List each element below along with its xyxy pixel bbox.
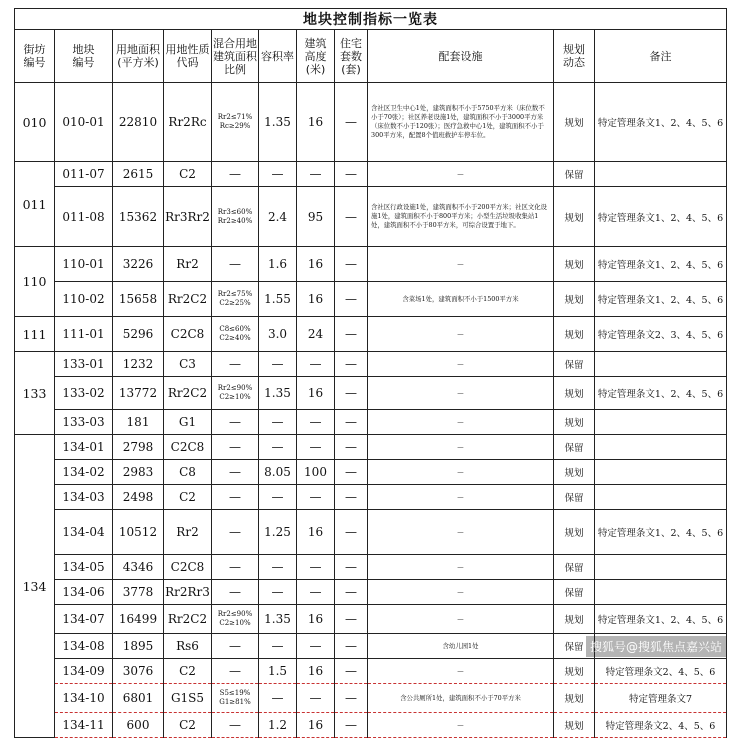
far-cell: — <box>259 410 297 435</box>
far-cell: — <box>259 485 297 510</box>
note-cell: 特定管理条文1、2、4、5、6 <box>595 377 727 410</box>
dynamics-cell: 规划 <box>554 605 595 634</box>
dynamics-cell: 规划 <box>554 510 595 555</box>
area-cell: 2798 <box>113 435 164 460</box>
dynamics-cell: 规划 <box>554 282 595 317</box>
units-cell: — <box>335 83 368 162</box>
area-cell: 1895 <box>113 634 164 659</box>
use-cell: C2C8 <box>164 435 212 460</box>
units-cell: — <box>335 555 368 580</box>
table-row <box>15 460 727 485</box>
block-cell: 134 <box>15 435 55 738</box>
height-cell: — <box>297 410 335 435</box>
table-row <box>15 684 727 713</box>
units-cell: — <box>335 460 368 485</box>
height-cell: 16 <box>297 510 335 555</box>
height-cell: — <box>297 352 335 377</box>
area-cell: 2983 <box>113 460 164 485</box>
units-cell: — <box>335 162 368 187</box>
lot-cell: 133-01 <box>55 352 113 377</box>
table-row <box>15 485 727 510</box>
header-facilities: 配套设施 <box>368 30 554 83</box>
block-cell: 111 <box>15 317 55 352</box>
note-cell: 特定管理条文1、2、4、5、6 <box>595 282 727 317</box>
lot-cell: 011-07 <box>55 162 113 187</box>
mix-cell: C8≤60% C2≥40% <box>212 317 259 352</box>
lot-cell: 111-01 <box>55 317 113 352</box>
far-cell: 2.4 <box>259 187 297 247</box>
use-cell: C2 <box>164 659 212 684</box>
facilities-cell: — <box>368 580 554 605</box>
mix-cell: — <box>212 460 259 485</box>
area-cell: 1232 <box>113 352 164 377</box>
far-cell: 1.2 <box>259 713 297 738</box>
height-cell: 24 <box>297 317 335 352</box>
height-cell: 16 <box>297 247 335 282</box>
far-cell: 1.35 <box>259 83 297 162</box>
mix-cell: — <box>212 510 259 555</box>
note-cell <box>595 485 727 510</box>
area-cell: 5296 <box>113 317 164 352</box>
note-cell: 特定管理条文1、2、4、5、6 <box>595 247 727 282</box>
area-cell: 2615 <box>113 162 164 187</box>
area-cell: 6801 <box>113 684 164 713</box>
dynamics-cell: 规划 <box>554 684 595 713</box>
height-cell: — <box>297 634 335 659</box>
facilities-cell: — <box>368 435 554 460</box>
dynamics-cell: 规划 <box>554 713 595 738</box>
facilities-cell: — <box>368 659 554 684</box>
note-cell <box>595 352 727 377</box>
dynamics-cell: 规划 <box>554 377 595 410</box>
lot-cell: 134-01 <box>55 435 113 460</box>
dynamics-cell: 规划 <box>554 410 595 435</box>
units-cell: — <box>335 485 368 510</box>
height-cell: — <box>297 435 335 460</box>
table-row <box>15 555 727 580</box>
lot-cell: 134-04 <box>55 510 113 555</box>
facilities-cell: — <box>368 317 554 352</box>
header-area: 用地面积 (平方米) <box>113 30 164 83</box>
note-cell <box>595 435 727 460</box>
mix-cell: — <box>212 634 259 659</box>
use-cell: Rr2C2 <box>164 605 212 634</box>
units-cell: — <box>335 282 368 317</box>
mix-cell: — <box>212 435 259 460</box>
lot-cell: 110-01 <box>55 247 113 282</box>
block-cell: 010 <box>15 83 55 162</box>
mix-cell: Rr2≤90% C2≥10% <box>212 605 259 634</box>
note-cell: 特定管理条文1、2、4、5、6 <box>595 187 727 247</box>
lot-cell: 110-02 <box>55 282 113 317</box>
lot-cell: 134-11 <box>55 713 113 738</box>
mix-cell: Rr2≤90% C2≥10% <box>212 377 259 410</box>
use-cell: Rr2Rc <box>164 83 212 162</box>
area-cell: 181 <box>113 410 164 435</box>
area-cell: 16499 <box>113 605 164 634</box>
note-cell: 特定管理条文7 <box>595 684 727 713</box>
block-cell: 133 <box>15 352 55 435</box>
mix-cell: — <box>212 485 259 510</box>
lot-cell: 010-01 <box>55 83 113 162</box>
area-cell: 13772 <box>113 377 164 410</box>
area-cell: 10512 <box>113 510 164 555</box>
header-units: 住宅 套数 (套) <box>335 30 368 83</box>
table-row <box>15 605 727 634</box>
facilities-cell: — <box>368 510 554 555</box>
units-cell: — <box>335 713 368 738</box>
units-cell: — <box>335 187 368 247</box>
height-cell: 16 <box>297 83 335 162</box>
dynamics-cell: 规划 <box>554 247 595 282</box>
units-cell: — <box>335 352 368 377</box>
mix-cell: — <box>212 352 259 377</box>
use-cell: Rs6 <box>164 634 212 659</box>
header-dynamics: 规划 动态 <box>554 30 595 83</box>
far-cell: — <box>259 162 297 187</box>
table-row <box>15 713 727 738</box>
facilities-cell: — <box>368 377 554 410</box>
header-notes: 备注 <box>595 30 727 83</box>
area-cell: 3778 <box>113 580 164 605</box>
note-cell <box>595 410 727 435</box>
note-cell <box>595 460 727 485</box>
block-cell: 110 <box>15 247 55 317</box>
mix-cell: Rr3≤60% Rr2≥40% <box>212 187 259 247</box>
height-cell: 16 <box>297 659 335 684</box>
use-cell: C2 <box>164 485 212 510</box>
far-cell: — <box>259 352 297 377</box>
far-cell: 1.55 <box>259 282 297 317</box>
table-row <box>15 317 727 352</box>
use-cell: G1S5 <box>164 684 212 713</box>
lot-cell: 134-02 <box>55 460 113 485</box>
far-cell: — <box>259 580 297 605</box>
use-cell: Rr2 <box>164 510 212 555</box>
height-cell: — <box>297 485 335 510</box>
dynamics-cell: 规划 <box>554 187 595 247</box>
far-cell: — <box>259 684 297 713</box>
mix-cell: S5≤19% G1≥81% <box>212 684 259 713</box>
height-cell: 16 <box>297 605 335 634</box>
area-cell: 3226 <box>113 247 164 282</box>
far-cell: — <box>259 435 297 460</box>
note-cell <box>595 555 727 580</box>
note-cell: 特定管理条文2、4、5、6 <box>595 659 727 684</box>
table-row <box>15 435 727 460</box>
table-row <box>15 162 727 187</box>
lot-cell: 134-09 <box>55 659 113 684</box>
header-lot-no: 地块 编号 <box>55 30 113 83</box>
mix-cell: — <box>212 580 259 605</box>
dynamics-cell: 保留 <box>554 485 595 510</box>
block-cell: 011 <box>15 162 55 247</box>
use-cell: Rr2Rr3 <box>164 580 212 605</box>
lot-cell: 134-10 <box>55 684 113 713</box>
facilities-cell: — <box>368 460 554 485</box>
note-cell: 特定管理条文1、2、4、5、6 <box>595 510 727 555</box>
table-row <box>15 410 727 435</box>
height-cell: — <box>297 684 335 713</box>
units-cell: — <box>335 510 368 555</box>
use-cell: Rr2C2 <box>164 377 212 410</box>
table-row <box>15 510 727 555</box>
table-row <box>15 377 727 410</box>
mix-cell: — <box>212 713 259 738</box>
table-row <box>15 83 727 162</box>
facilities-cell: — <box>368 247 554 282</box>
height-cell: — <box>297 162 335 187</box>
units-cell: — <box>335 247 368 282</box>
header-mix-ratio: 混合用地 建筑面积 比例 <box>212 30 259 83</box>
table-title: 地块控制指标一览表 <box>15 9 727 30</box>
far-cell: — <box>259 555 297 580</box>
far-cell: — <box>259 634 297 659</box>
table-row <box>15 247 727 282</box>
mix-cell: — <box>212 162 259 187</box>
facilities-cell: — <box>368 555 554 580</box>
header-block-no: 街坊 编号 <box>15 30 55 83</box>
table-row <box>15 282 727 317</box>
mix-cell: — <box>212 247 259 282</box>
facilities-cell: — <box>368 485 554 510</box>
units-cell: — <box>335 659 368 684</box>
area-cell: 4346 <box>113 555 164 580</box>
dynamics-cell: 保留 <box>554 435 595 460</box>
lot-cell: 011-08 <box>55 187 113 247</box>
table-row <box>15 659 727 684</box>
header-height: 建筑 高度 (米) <box>297 30 335 83</box>
header-far: 容积率 <box>259 30 297 83</box>
dynamics-cell: 保留 <box>554 634 595 659</box>
use-cell: C3 <box>164 352 212 377</box>
use-cell: C2 <box>164 162 212 187</box>
use-cell: C2 <box>164 713 212 738</box>
far-cell: 3.0 <box>259 317 297 352</box>
units-cell: — <box>335 580 368 605</box>
height-cell: 100 <box>297 460 335 485</box>
area-cell: 600 <box>113 713 164 738</box>
dynamics-cell: 规划 <box>554 460 595 485</box>
use-cell: G1 <box>164 410 212 435</box>
use-cell: Rr2C2 <box>164 282 212 317</box>
facilities-cell: — <box>368 352 554 377</box>
control-index-table <box>14 8 727 738</box>
lot-cell: 134-07 <box>55 605 113 634</box>
area-cell: 22810 <box>113 83 164 162</box>
dynamics-cell: 保留 <box>554 580 595 605</box>
table-row <box>15 352 727 377</box>
units-cell: — <box>335 435 368 460</box>
height-cell: 16 <box>297 377 335 410</box>
lot-cell: 133-02 <box>55 377 113 410</box>
height-cell: — <box>297 580 335 605</box>
facilities-cell: 含公共厕所1处，建筑面积不小于70平方米 <box>368 684 554 713</box>
height-cell: — <box>297 555 335 580</box>
use-cell: C2C8 <box>164 555 212 580</box>
header-row <box>15 30 727 83</box>
note-cell: 特定管理条文1、2、4、5、6 <box>595 83 727 162</box>
note-cell: 特定管理条文2、3、4、5、6 <box>595 317 727 352</box>
mix-cell: Rr2≤75% C2≥25% <box>212 282 259 317</box>
area-cell: 15658 <box>113 282 164 317</box>
area-cell: 2498 <box>113 485 164 510</box>
height-cell: 95 <box>297 187 335 247</box>
use-cell: Rr3Rr2 <box>164 187 212 247</box>
lot-cell: 134-08 <box>55 634 113 659</box>
use-cell: Rr2 <box>164 247 212 282</box>
mix-cell: — <box>212 659 259 684</box>
units-cell: — <box>335 377 368 410</box>
lot-cell: 134-06 <box>55 580 113 605</box>
watermark: 搜狐号@搜狐焦点嘉兴站 <box>586 636 726 657</box>
table-row <box>15 580 727 605</box>
facilities-cell: 含菜场1处，建筑面积不小于1500平方米 <box>368 282 554 317</box>
facilities-cell: 含幼儿园1处 <box>368 634 554 659</box>
dynamics-cell: 规划 <box>554 83 595 162</box>
far-cell: 1.6 <box>259 247 297 282</box>
units-cell: — <box>335 317 368 352</box>
far-cell: 1.5 <box>259 659 297 684</box>
mix-cell: Rr2≤71% Rc≥29% <box>212 83 259 162</box>
facilities-cell: — <box>368 605 554 634</box>
facilities-cell: — <box>368 410 554 435</box>
far-cell: 1.35 <box>259 605 297 634</box>
facilities-cell: — <box>368 713 554 738</box>
note-cell: 特定管理条文1、2、4、5、6 <box>595 605 727 634</box>
use-cell: C2C8 <box>164 317 212 352</box>
facilities-cell: 含社区行政设施1处，建筑面积不小于200平方米；社区文化设施1处，建筑面积不小于800平方米；小型生活垃圾收集站1处，建筑面积不小于80平方米，可综合设置于地下。 <box>368 187 554 247</box>
dynamics-cell: 保留 <box>554 162 595 187</box>
mix-cell: — <box>212 555 259 580</box>
note-cell <box>595 162 727 187</box>
lot-cell: 134-05 <box>55 555 113 580</box>
dynamics-cell: 保留 <box>554 555 595 580</box>
header-land-use: 用地性质 代码 <box>164 30 212 83</box>
far-cell: 8.05 <box>259 460 297 485</box>
lot-cell: 134-03 <box>55 485 113 510</box>
dynamics-cell: 规划 <box>554 659 595 684</box>
far-cell: 1.35 <box>259 377 297 410</box>
table-row <box>15 187 727 247</box>
dynamics-cell: 保留 <box>554 352 595 377</box>
units-cell: — <box>335 684 368 713</box>
height-cell: 16 <box>297 713 335 738</box>
units-cell: — <box>335 634 368 659</box>
use-cell: C8 <box>164 460 212 485</box>
note-cell <box>595 580 727 605</box>
area-cell: 3076 <box>113 659 164 684</box>
facilities-cell: — <box>368 162 554 187</box>
control-index-table-container <box>14 8 726 738</box>
area-cell: 15362 <box>113 187 164 247</box>
mix-cell: — <box>212 410 259 435</box>
height-cell: 16 <box>297 282 335 317</box>
units-cell: — <box>335 410 368 435</box>
facilities-cell: 含社区卫生中心1处，建筑面积不小于5750平方米（床位数不小于70张）；社区养老设施1处，建筑面积不小于3000平方米（床位数不小于120张）；医疗急救中心1处，建筑面积不小于300平方米，配置8个值班救护车停车位。 <box>368 83 554 162</box>
dynamics-cell: 规划 <box>554 317 595 352</box>
note-cell: 特定管理条文2、4、5、6 <box>595 713 727 738</box>
units-cell: — <box>335 605 368 634</box>
lot-cell: 133-03 <box>55 410 113 435</box>
far-cell: 1.25 <box>259 510 297 555</box>
